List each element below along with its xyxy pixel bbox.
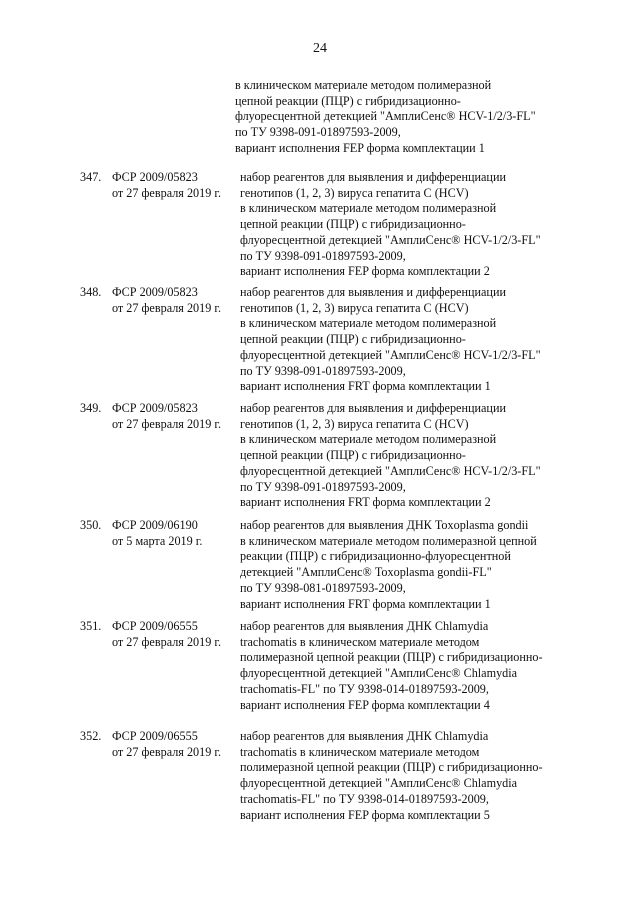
entry-registration — [112, 170, 221, 201]
description-line: в клиническом материале методом полимеразной цепной — [240, 533, 537, 548]
registration-number: ФСР 2009/05823 — [112, 285, 198, 299]
description-line: по ТУ 9398-091-01897593-2009, — [240, 248, 406, 263]
description-line: по ТУ 9398-091-01897593-2009, — [240, 479, 406, 494]
continuation-line: по ТУ 9398-091-01897593-2009, — [235, 125, 401, 140]
description-line: вариант исполнения FEP форма комплектации 4 — [240, 697, 490, 712]
entry-registration — [112, 619, 221, 650]
entry-number: 350. — [80, 518, 102, 532]
page-number: 24 — [313, 41, 327, 56]
description-line: генотипов (1, 2, 3) вируса гепатита С (HCV) — [240, 185, 469, 200]
registration-date: от 27 февраля 2019 г. — [112, 300, 222, 315]
entry-registration — [112, 401, 221, 432]
entry-description — [240, 170, 620, 280]
description-line: реакции (ПЦР) с гибридизационно-флуоресцентной — [240, 549, 511, 564]
description-line: вариант исполнения FRT форма комплектации 1 — [240, 596, 491, 611]
description-line: trachomatis в клиническом материале методом — [240, 744, 480, 759]
description-line: набор реагентов для выявления ДНК Chlamydia — [240, 729, 489, 743]
registration-number: ФСР 2009/06555 — [112, 619, 198, 633]
description-line: набор реагентов для выявления и дифференциации — [240, 170, 506, 184]
entry-description — [240, 401, 620, 511]
entry-description — [240, 729, 620, 823]
entry-registration — [112, 285, 221, 316]
entry-number: 352. — [80, 729, 102, 743]
entry-number: 351. — [80, 619, 102, 633]
entry-description — [240, 619, 620, 713]
registration-number: ФСР 2009/06555 — [112, 729, 198, 743]
description-line: набор реагентов для выявления ДНК Toxoplasma gondii — [240, 518, 529, 532]
description-line: генотипов (1, 2, 3) вируса гепатита С (HCV) — [240, 300, 469, 315]
entry-description — [240, 285, 620, 395]
continuation-line: цепной реакции (ПЦР) с гибридизационно- — [235, 93, 461, 108]
entry-number: 349. — [80, 401, 102, 415]
registration-date: от 27 февраля 2019 г. — [112, 744, 222, 759]
description-line: флуоресцентной детекцией "АмплиСенс® Chlamydia — [240, 666, 518, 681]
description-line: полимеразной цепной реакции (ПЦР) с гибридизационно- — [240, 650, 543, 665]
description-line: набор реагентов для выявления и дифференциации — [240, 401, 506, 415]
registration-date: от 27 февраля 2019 г. — [112, 634, 222, 649]
continuation-line: флуоресцентной детекцией "АмплиСенс® HCV-1/2/3-FL" — [235, 109, 536, 124]
registration-date: от 27 февраля 2019 г. — [112, 185, 222, 200]
entry-number: 348. — [80, 285, 102, 299]
description-line: флуоресцентной детекцией "АмплиСенс® Chlamydia — [240, 776, 518, 791]
description-line: вариант исполнения FEP форма комплектации 5 — [240, 807, 490, 822]
description-line: генотипов (1, 2, 3) вируса гепатита С (HCV) — [240, 416, 469, 431]
description-line: полимеразной цепной реакции (ПЦР) с гибридизационно- — [240, 760, 543, 775]
description-line: детекцией "АмплиСенс® Toxoplasma gondii-FL" — [240, 565, 492, 580]
description-line: цепной реакции (ПЦР) с гибридизационно- — [240, 217, 466, 232]
registration-date: от 27 февраля 2019 г. — [112, 416, 222, 431]
registration-number: ФСР 2009/06190 — [112, 518, 198, 532]
registration-number: ФСР 2009/05823 — [112, 170, 198, 184]
registration-date: от 5 марта 2019 г. — [112, 533, 203, 548]
description-line: цепной реакции (ПЦР) с гибридизационно- — [240, 448, 466, 463]
continuation-line: вариант исполнения FEP форма комплектации 1 — [235, 140, 485, 155]
description-line: trachomatis-FL" по ТУ 9398-014-01897593-2009, — [240, 791, 489, 806]
description-line: в клиническом материале методом полимеразной — [240, 201, 497, 216]
description-line: в клиническом материале методом полимеразной — [240, 432, 497, 447]
description-line: флуоресцентной детекцией "АмплиСенс® HCV-1/2/3-FL" — [240, 232, 541, 247]
continuation-line: в клиническом материале методом полимеразной — [235, 78, 492, 92]
entry-registration — [112, 518, 202, 549]
entry-description — [240, 518, 620, 612]
description-line: вариант исполнения FRT форма комплектации 2 — [240, 495, 491, 510]
description-line: флуоресцентной детекцией "АмплиСенс® HCV-1/2/3-FL" — [240, 347, 541, 362]
description-line: по ТУ 9398-091-01897593-2009, — [240, 363, 406, 378]
description-line: вариант исполнения FRT форма комплектации 1 — [240, 379, 491, 394]
description-line: вариант исполнения FEP форма комплектации 2 — [240, 264, 490, 279]
entry-number: 347. — [80, 170, 102, 184]
description-line: в клиническом материале методом полимеразной — [240, 316, 497, 331]
description-line: по ТУ 9398-081-01897593-2009, — [240, 580, 406, 595]
description-line: trachomatis в клиническом материале методом — [240, 634, 480, 649]
description-line: набор реагентов для выявления и дифференциации — [240, 285, 506, 299]
description-line: цепной реакции (ПЦР) с гибридизационно- — [240, 332, 466, 347]
description-line: набор реагентов для выявления ДНК Chlamydia — [240, 619, 489, 633]
description-line: trachomatis-FL" по ТУ 9398-014-01897593-2009, — [240, 681, 489, 696]
registration-number: ФСР 2009/05823 — [112, 401, 198, 415]
continuation-text — [235, 78, 615, 157]
entry-registration — [112, 729, 221, 760]
description-line: флуоресцентной детекцией "АмплиСенс® HCV-1/2/3-FL" — [240, 463, 541, 478]
